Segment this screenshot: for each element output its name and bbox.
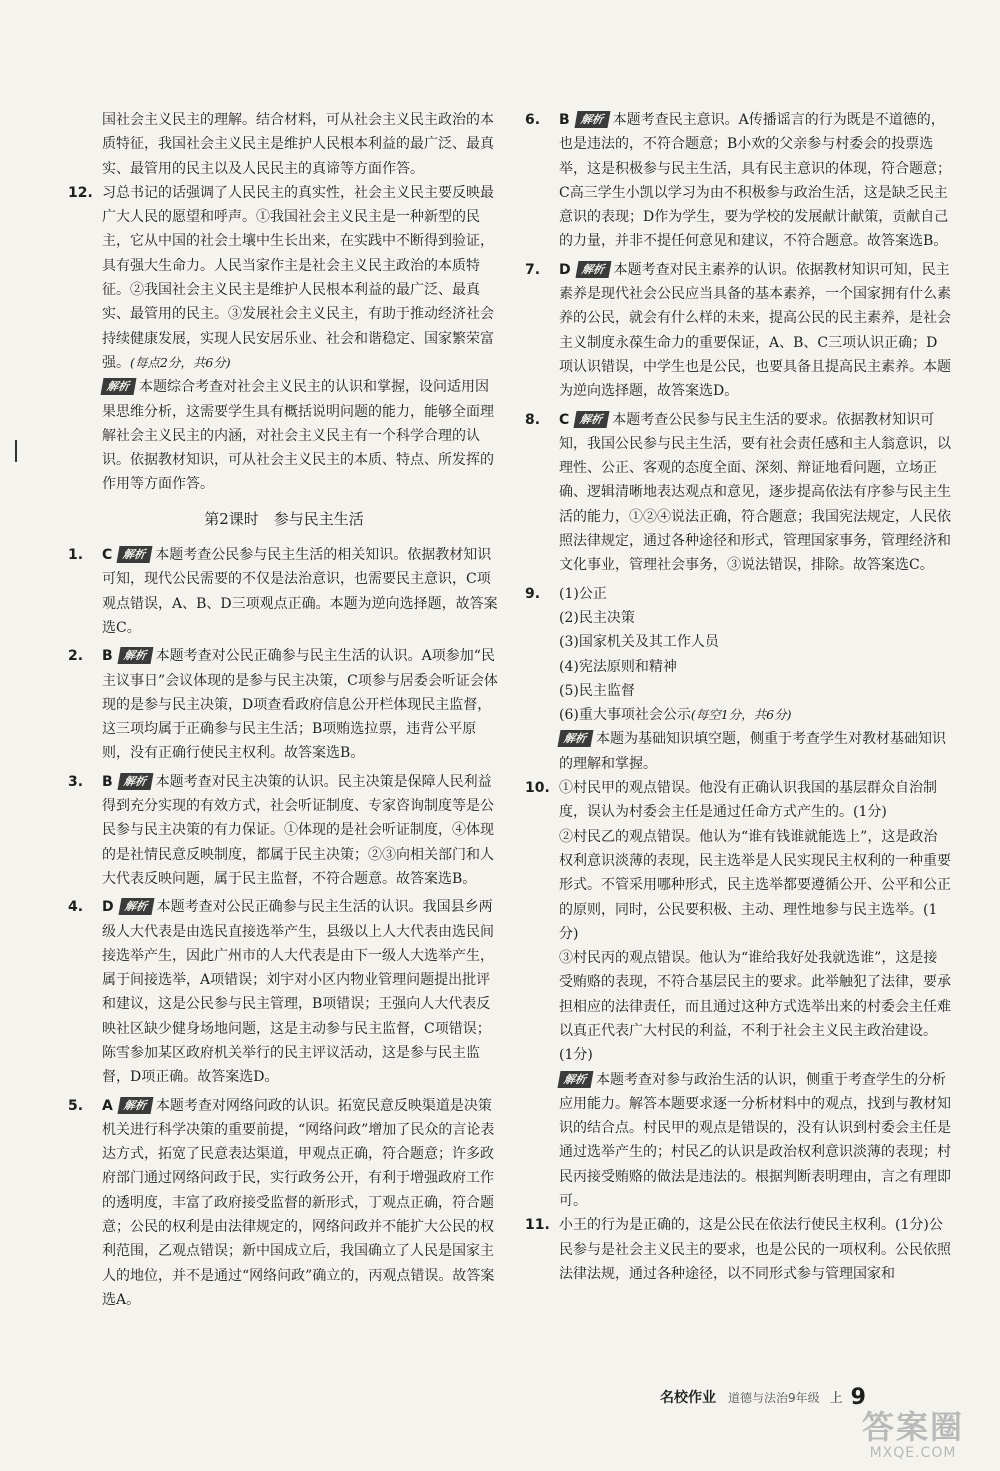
score-note: (每点2分，共6分): [130, 354, 231, 370]
question-7: [525, 258, 951, 404]
answer-paragraph: ③村民丙的观点错误。他认为“谁给我好处我就选谁”，这是接受贿赂的表现，不符合基层民主的要求。此举触犯了法律，要承担相应的法律责任，而且通过这种方式选举出来的村委会主任难以真正代表广大村民的利益，不利于社会主义民主政治建设。(1分): [559, 950, 951, 1064]
answer-letter: D: [559, 261, 571, 278]
answer-letter: B: [102, 773, 113, 790]
analysis-tag: 解析: [117, 647, 153, 664]
analysis-text: 本题考查对网络问政的认识。拓宽民意反映渠道是决策机关进行科学决策的重要前提，“网络问政”增加了民众的言论表达方式，拓宽了民意表达渠道，甲观点正确，符合题意；许多政府部门通过网络问政于民，实行政务公开，有利于增强政府工作的透明度，丰富了政府接受监督的新形式，丁观点正确，符合题意；公民的权利是由法律规定的，网络问政并不能扩大公民的权利范围，乙观点错误；新中国成立后，我国确立了人民是国家主人的地位，并不是通过“网络问政”确立的，丙观点错误。故答案选A。: [102, 1097, 495, 1308]
question-number: 8.: [525, 411, 541, 428]
question-number: 2.: [68, 648, 84, 665]
blank-answer-last: [525, 703, 951, 727]
analysis-paragraph: [525, 727, 951, 776]
answer-text: 小王的行为是正确的，这是公民在依法行使民主权利。(1分)公民参与是社会主义民主的要求，也是公民的一项权利。公民依照法律法规，通过各种途径，以不同形式参与管理国家和: [559, 1217, 951, 1282]
analysis-tag: 解析: [574, 411, 610, 428]
question-number: 5.: [68, 1097, 84, 1114]
question-number: 11.: [525, 1217, 550, 1234]
analysis-tag: 解析: [574, 111, 610, 128]
answer-paragraph: ②村民乙的观点错误。他认为“谁有钱谁就能选上”，这是政治权利意识淡薄的表现，民主选举是人民实现民主权利的一种重要形式。不管采用哪种形式，民主选举都要遵循公开、公平和公正的原则，同时，公民要积极、主动、理性地参与民主选举。(1分): [559, 828, 951, 942]
blank-answer: (4)宪法原则和精神: [559, 658, 677, 675]
question-number: 12.: [68, 184, 93, 201]
right-column: [525, 108, 951, 1286]
question-3: [68, 770, 500, 891]
analysis-paragraph: [525, 1068, 951, 1214]
blank-answer: (1)公正: [559, 585, 607, 602]
question-number: 1.: [68, 547, 84, 564]
analysis-text: 本题考查对民主决策的认识。民主决策是保障人民利益得到充分实现的有效方式，社会听证制度、专家咨询制度等是公民参与民主决策的有力保证。①体现的是社会听证制度，④体现的是社情民意反映制度，都属于民主决策；②③向相关部门和人大代表反映问题，属于民主监督，不符合题意。故答案选B。: [102, 773, 494, 887]
analysis-tag: 解析: [558, 730, 594, 747]
brand-name: 名校作业: [660, 1390, 716, 1406]
question-number: 9.: [525, 585, 541, 602]
analysis-tag: 解析: [117, 773, 153, 790]
page-number: 9: [850, 1385, 866, 1410]
question-number: 3.: [68, 773, 84, 790]
blank-answer: (3)国家机关及其工作人员: [559, 634, 719, 651]
analysis-text: 本题考查公民参与民主生活的要求。依据教材知识可知，我国公民参与民主生活，要有社会责任感和主人翁意识，以理性、公正、客观的态度全面、深刻、辩证地看问题，立场正确、逻辑清晰地表达观点和意见，逐步提高依法有序参与民主生活的能力，①②④说法正确，符合题意；我国宪法规定，人民依照法律规定，通过各种途径和形式，管理国家事务，管理经济和文化事业，管理社会事务，③说法错误，排除。故答案选C。: [559, 411, 951, 574]
watermark-logo: 答案圈: [861, 1408, 964, 1446]
answer-letter: D: [102, 899, 114, 916]
analysis-tag: 解析: [101, 378, 137, 395]
answer-text: 习总书记的话强调了人民民主的真实性，社会主义民主要反映最广大人民的愿望和呼声。①我国社会主义民主是一种新型的民主，它从中国的社会土壤中生长出来，在实践中不断得到验证，具有强大生命力。人民当家作主是社会主义民主政治的本质特征。②我国社会主义民主是维护人民根本利益的最广泛、最真实、最管用的民主。③发展社会主义民主，有助于推动经济社会持续健康发展，实现人民安居乐业、社会和谐稳定、国家繁荣富强。: [102, 184, 494, 371]
blank-answer: (2)民主决策: [559, 609, 635, 626]
answer-letter: A: [102, 1097, 113, 1114]
score-note: (每空1分，共6分): [690, 707, 792, 723]
continued-paragraph: 国社会主义民主的理解。结合材料，可从社会主义民主政治的本质特征，我国社会主义民主是维护人民根本利益的最广泛、最真实、最管用的民主以及人民民主的真谛等方面作答。: [102, 112, 494, 177]
analysis-text: 本题考查民主意识。A传播谣言的行为既是不道德的，也是违法的，不符合题意；B小欢的父亲参与村委会的投票选举，这是积极参与民主生活，具有民主意识的体现，符合题意；C高三学生小凯以学习为由不积极参与政治生活，这是缺乏民主意识的表现；D作为学生，要为学校的发展献计献策，贡献自己的力量，并非不提任何意见和建议，不符合题意。故答案选B。: [559, 112, 951, 250]
question-number: 4.: [68, 899, 84, 916]
question-number: 6.: [525, 112, 541, 128]
analysis-tag: 解析: [558, 1071, 594, 1088]
analysis-tag: 解析: [575, 261, 611, 278]
blank-answer: (5)民主监督: [559, 682, 635, 699]
answer-text: ①村民甲的观点错误。他没有正确认识我国的基层群众自治制度，误认为村委会主任是通过任命方式产生的。(1分): [559, 780, 937, 821]
question-4: [68, 895, 500, 1089]
section-title: 第2课时 参与民主生活: [204, 509, 364, 528]
analysis-tag: 解析: [117, 1097, 153, 1114]
analysis-text: 本题综合考查对社会主义民主的认识和掌握，设问适用因果思维分析，这需要学生具有概括说明问题的能力，能够全面理解社会主义民主的内涵，对社会主义民主有一个科学合理的认识。依据教材知识，可从社会主义民主的本质、特点、所发挥的作用等方面作答。: [102, 379, 494, 493]
answer-letter: B: [102, 648, 113, 665]
blank-answer: (6)重大事项社会公示: [559, 707, 691, 724]
analysis-text: 本题考查对公民正确参与民主生活的认识。我国县乡两级人大代表是由选民直接选举产生，县级以上人大代表由选民间接选举产生，因此广州市的人大代表是由下一级人大选举产生，属于间接选举，A项错误；刘宇对小区内物业管理问题提出批评和建议，这是公民参与民主管理，B项错误；王强向人大代表反映社区缺少健身场地问题，这是主动参与民主监督，C项错误；陈雪参加某区政府机关举行的民主评议活动，这是参与民主监督，D项正确。故答案选D。: [102, 899, 494, 1086]
analysis-text: 本题考查对民主素养的认识。依据教材知识可知，民主素养是现代社会公民应当具备的基本素养，一个国家拥有什么素养的公民，就会有什么样的未来，提高公民的民主素养，是社会主义制度永葆生命力的重要保证，A、B、C三项认识正确；D项认识错误，中学生也是公民，也要具备且提高民主素养。本题为逆向选择题，故答案选D。: [559, 261, 951, 400]
question-2: [68, 644, 500, 765]
site-watermark: [838, 1410, 988, 1466]
analysis-text: 本题考查公民参与民主生活的相关知识。依据教材知识可知，现代公民需要的不仅是法治意识，也需要民主意识，C项观点错误，A、B、D三项观点正确。本题为逆向选择题，故答案选C。: [102, 547, 498, 636]
answer-letter: C: [102, 547, 113, 564]
question-6: [525, 108, 951, 254]
volume-label: 上: [829, 1391, 843, 1406]
question-11: [525, 1213, 951, 1286]
analysis-paragraph: [68, 375, 500, 496]
answer-letter: C: [559, 411, 570, 428]
analysis-text: 本题为基础知识填空题，侧重于考查学生对教材基础知识的理解和掌握。: [559, 731, 946, 772]
margin-mark: [15, 440, 17, 462]
watermark-site: MXQE.COM: [869, 1445, 957, 1461]
page-footer: [660, 1385, 960, 1410]
analysis-tag: 解析: [117, 546, 153, 563]
question-number: 7.: [525, 261, 541, 278]
analysis-text: 本题考查对参与政治生活的认识，侧重于考查学生的分析应用能力。解答本题要求逐一分析材料中的观点，找到与教材知识的结合点。村民甲的观点是错误的，没有认识到村委会主任是通过选举产生的；村民乙的认识是政治权利意识淡薄的表现；村民丙接受贿赂的做法是违法的。根据判断表明理由，言之有理即可。: [559, 1071, 951, 1210]
analysis-tag: 解析: [118, 898, 154, 915]
answer-letter: B: [559, 112, 570, 128]
question-8: [525, 408, 951, 578]
question-1: [68, 543, 500, 640]
analysis-text: 本题考查对公民正确参与民主生活的认识。A项参加“民主议事日”会议体现的是参与民主决策，C项参与居委会听证会体现的是参与民主决策，D项查看政府信息公开栏体现民主监督，这三项均属于正确参与民主生活；B项贿选拉票，违背公平原则，没有正确行使民主权利。故答案选B。: [102, 648, 498, 762]
question-5: [68, 1094, 500, 1313]
question-12: [68, 181, 500, 375]
left-column: [68, 108, 500, 1312]
question-number: 10.: [525, 780, 550, 797]
question-9: [525, 582, 951, 606]
subject-label: 道德与法治9年级: [728, 1391, 820, 1405]
question-10: [525, 776, 951, 825]
